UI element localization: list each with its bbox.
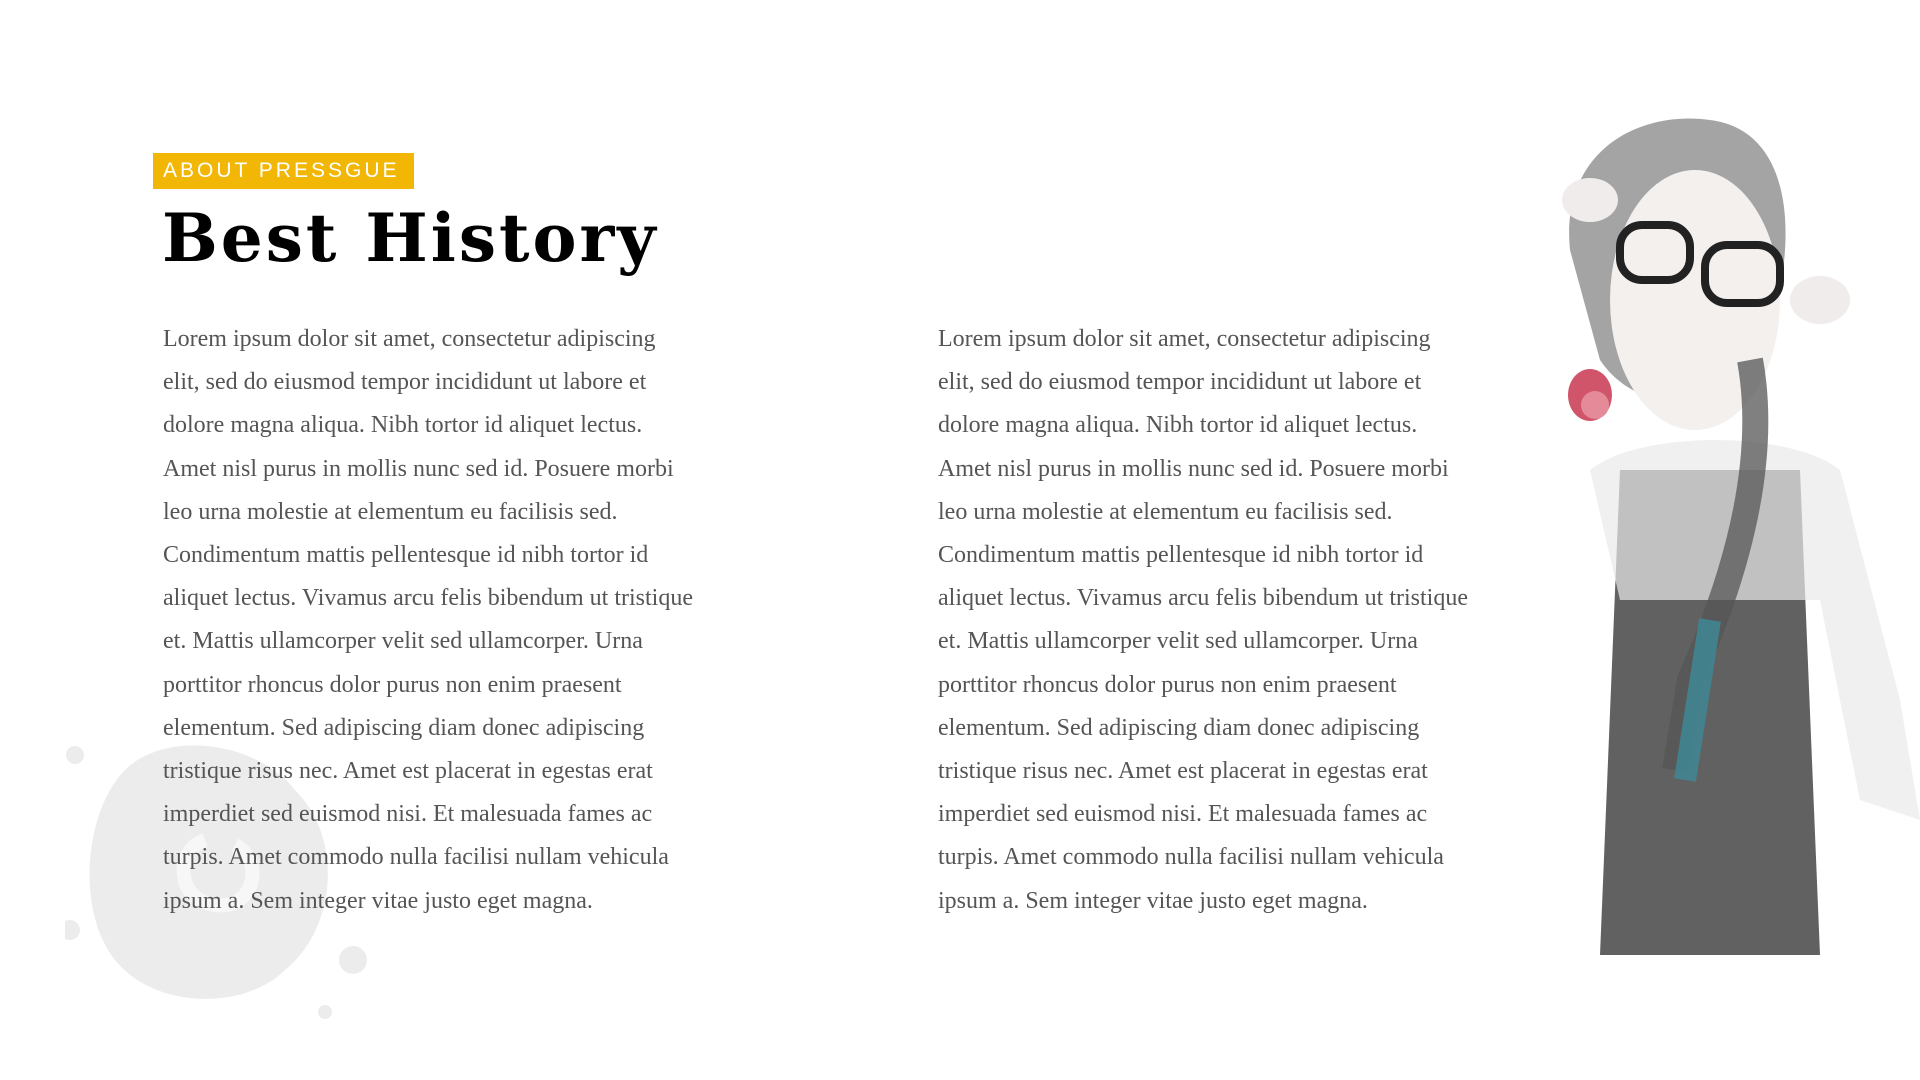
paragraph-line: Condimentum mattis pellentesque id nibh tortor id xyxy=(938,542,1424,569)
page-title: Best History xyxy=(162,199,659,277)
paragraph-line: dolore magna aliqua. Nibh tortor id aliquet lectus. xyxy=(938,412,1418,439)
paragraph-line: imperdiet sed euismod nisi. Et malesuada fames ac xyxy=(938,801,1428,828)
paragraph-line: leo urna molestie at elementum eu facilisis sed. xyxy=(938,498,1393,525)
paragraph-line: tristique risus nec. Amet est placerat in egestas erat xyxy=(938,758,1428,785)
paragraph-line: aliquet lectus. Vivamus arcu felis bibendum ut tristique xyxy=(938,585,1469,612)
paragraph-line: leo urna molestie at elementum eu facilisis sed. xyxy=(163,498,618,525)
paragraph-line: ipsum a. Sem integer vitae justo eget magna. xyxy=(163,887,593,914)
paragraph-line: porttitor rhoncus dolor purus non enim praesent xyxy=(938,671,1397,698)
paragraph-line: turpis. Amet commodo nulla facilisi nullam vehicula xyxy=(163,844,669,871)
paragraph-line: Lorem ipsum dolor sit amet, consectetur adipiscing xyxy=(938,326,1431,352)
paragraph-line: elementum. Sed adipiscing diam donec adipiscing xyxy=(163,714,645,741)
section-badge: ABOUT PRESSGUE xyxy=(153,153,414,189)
paragraph-line: elit, sed do eiusmod tempor incididunt ut labore et xyxy=(163,369,647,396)
paragraph-line: imperdiet sed euismod nisi. Et malesuada fames ac xyxy=(163,801,653,828)
paragraph-line: elit, sed do eiusmod tempor incididunt ut labore et xyxy=(938,369,1422,396)
paragraph-line: Condimentum mattis pellentesque id nibh tortor id xyxy=(163,542,649,569)
paragraph-line: porttitor rhoncus dolor purus non enim praesent xyxy=(163,671,622,698)
paragraph-line: Amet nisl purus in mollis nunc sed id. Posuere morbi xyxy=(938,455,1449,482)
paragraph-line: ipsum a. Sem integer vitae justo eget magna. xyxy=(938,887,1368,914)
paragraph-line: turpis. Amet commodo nulla facilisi nullam vehicula xyxy=(938,844,1444,871)
paragraph-line: tristique risus nec. Amet est placerat in egestas erat xyxy=(163,758,653,785)
text-column-right xyxy=(938,318,1578,923)
paragraph-line: et. Mattis ullamcorper velit sed ullamcorper. Urna xyxy=(938,628,1418,655)
paragraph-line: Amet nisl purus in mollis nunc sed id. Posuere morbi xyxy=(163,455,674,482)
paragraph-line: elementum. Sed adipiscing diam donec adipiscing xyxy=(938,714,1420,741)
paragraph-line: et. Mattis ullamcorper velit sed ullamcorper. Urna xyxy=(163,628,643,655)
text-column-left xyxy=(163,318,803,923)
paragraph-line: aliquet lectus. Vivamus arcu felis bibendum ut tristique xyxy=(163,585,694,612)
paragraph-line: Lorem ipsum dolor sit amet, consectetur adipiscing xyxy=(163,326,656,352)
paragraph-line: dolore magna aliqua. Nibh tortor id aliquet lectus. xyxy=(163,412,643,439)
